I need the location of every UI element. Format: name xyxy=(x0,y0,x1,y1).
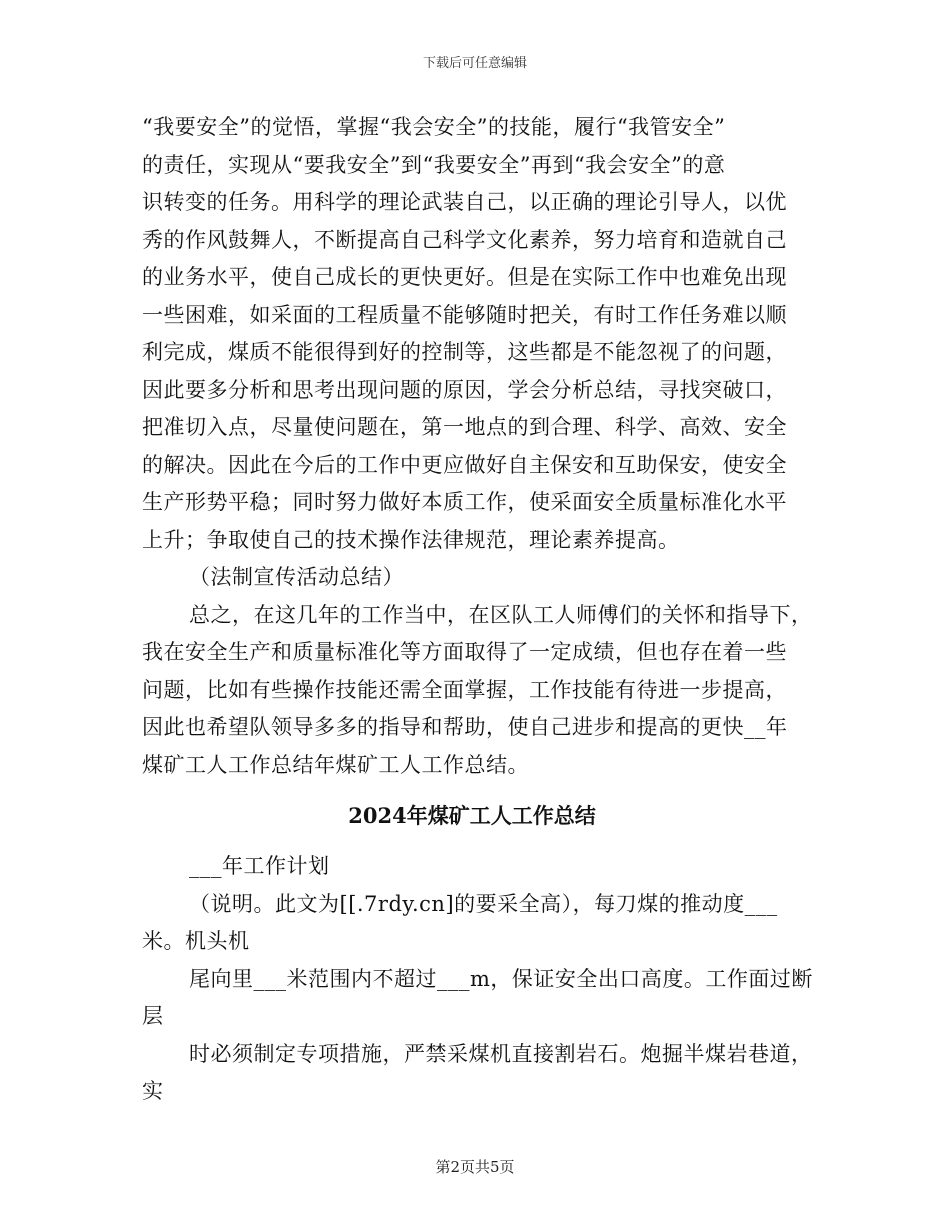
document-body xyxy=(142,109,842,1111)
body-line: 的责任，实现从“要我安全”到“我要安全”再到“我会安全”的意 xyxy=(142,152,726,177)
body-line: 煤矿工人工作总结年煤矿工人工作总结。 xyxy=(142,752,529,777)
body-line: 我在安全生产和质量标准化等方面取得了一定成绩，但也存在着一些 xyxy=(142,640,787,664)
body-line: 识转变的任务。用科学的理论武装自己，以正确的理论引导人，以优 xyxy=(142,190,787,214)
body-line: 的业务水平，使自己成长的更快更好。但是在实际工作中也难免出现 xyxy=(142,265,787,289)
section-line: （说明。此文为[[.7rdy.cn]的要采全高），每刀煤的推动度___ xyxy=(189,891,778,916)
section-body xyxy=(142,848,842,1111)
page-footer: 第2页共5页 xyxy=(435,1158,515,1176)
section-line: 尾向里___米范围内不超过___m，保证安全出口高度。工作面过断 xyxy=(189,966,813,991)
body-line: 把准切入点，尽量使问题在，第一地点的到合理、科学、高效、安全 xyxy=(142,415,787,439)
body-line: 因此要多分析和思考出现问题的原因，学会分析总结，寻找突破口， xyxy=(142,377,787,402)
body-line: 生产形势平稳；同时努力做好本质工作，使采面安全质量标准化水平 xyxy=(142,490,787,514)
paragraph-start-line: 总之，在这几年的工作当中，在区队工人师傅们的关怀和指导下， xyxy=(189,602,813,627)
body-line: 因此也希望队领导多多的指导和帮助，使自己进步和提高的更快__年 xyxy=(142,715,788,739)
section-line: 时必须制定专项措施，严禁采煤机直接割岩石。炮掘半煤岩巷道， xyxy=(189,1041,813,1066)
section-line: 实 xyxy=(142,1079,164,1103)
section-line: ___年工作计划 xyxy=(189,854,330,878)
body-line: “我要安全”的觉悟，掌握“我会安全”的技能，履行“我管安全” xyxy=(142,115,726,139)
section-line: 层 xyxy=(142,1004,164,1028)
body-line: 上升；争取使自己的技术操作法律规范，理论素养提高。 xyxy=(142,527,680,552)
subheading-line: （法制宣传活动总结） xyxy=(189,565,404,589)
body-line: 的解决。因此在今后的工作中更应做好自主保安和互助保安，使安全 xyxy=(142,452,787,477)
body-line: 秀的作风鼓舞人，不断提高自己科学文化素养，努力培育和造就自己 xyxy=(142,227,787,252)
section-title: 2024年煤矿工人工作总结 xyxy=(348,803,596,828)
body-line: 利完成，煤质不能很得到好的控制等，这些都是不能忽视了的问题， xyxy=(142,340,787,364)
page-header: 下载后可任意编辑 xyxy=(422,56,527,71)
body-line: 一些困难，如采面的工程质量不能够随时把关，有时工作任务难以顺 xyxy=(142,302,787,327)
body-line: 问题，比如有些操作技能还需全面掌握，工作技能有待进一步提高， xyxy=(142,677,787,702)
section-line: 米。机头机 xyxy=(142,929,250,953)
